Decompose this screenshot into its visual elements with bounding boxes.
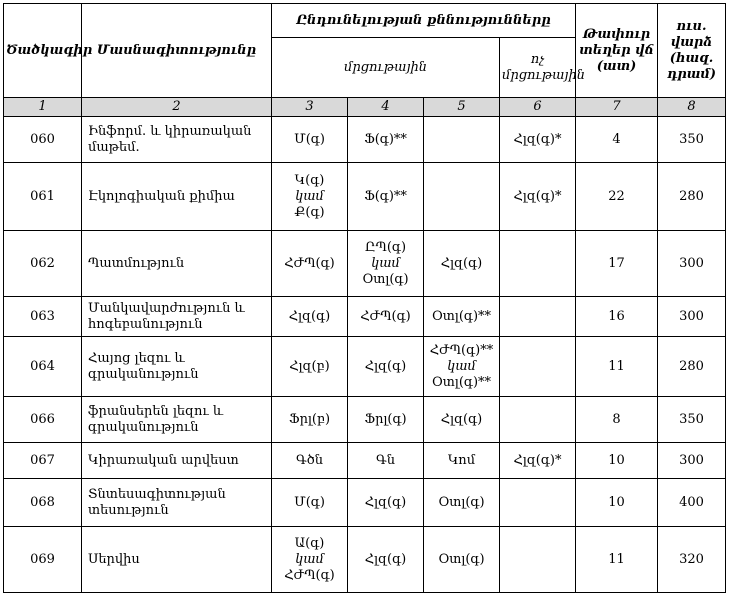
table-row (4, 163, 726, 231)
exam-item: Ք(գ) (294, 204, 325, 220)
table-row (4, 479, 726, 527)
column-number: 7 (576, 98, 658, 117)
exam-item: ՀԺՊ(գ) (284, 255, 335, 271)
specialty-name: Տնտեսագիտության տեսություն (82, 479, 272, 527)
table-row (4, 117, 726, 163)
header-non-competitive: ոչ մրցութային (500, 38, 576, 98)
specialty-code: 067 (4, 443, 82, 479)
exam-item: Օտլ(գ)** (431, 374, 492, 390)
vacant-places: 17 (576, 231, 658, 297)
exam-item: Կոմ (447, 452, 476, 468)
exam-col-6 (500, 479, 576, 527)
column-number: 8 (658, 98, 726, 117)
exam-col-4 (348, 397, 424, 443)
exam-item: ՀԺՊ(գ)** (429, 342, 494, 358)
exam-item: կամ (447, 358, 476, 374)
exam-item: ԸՊ(գ) (364, 239, 407, 255)
exam-col-3 (272, 231, 348, 297)
exam-item: Ֆ(գ)** (364, 131, 407, 147)
column-number: 4 (348, 98, 424, 117)
tuition-fee: 300 (658, 231, 726, 297)
exam-col-4 (348, 479, 424, 527)
table-row (4, 337, 726, 397)
exam-col-4 (348, 443, 424, 479)
exam-item: Օտլ(գ) (438, 551, 485, 567)
exam-col-3 (272, 479, 348, 527)
exam-item: Հլզ(գ) (440, 411, 483, 427)
specialty-code: 062 (4, 231, 82, 297)
exam-col-4 (348, 231, 424, 297)
header-exams: Ընդունելության քննությունները (272, 4, 576, 38)
tuition-fee: 300 (658, 443, 726, 479)
exam-item: Գծն (296, 452, 323, 468)
exam-item: Հլզ(գ)* (513, 131, 562, 147)
table-body (4, 117, 726, 593)
table-row (4, 443, 726, 479)
exam-col-4 (348, 163, 424, 231)
exam-col-6 (500, 527, 576, 593)
exam-col-6 (500, 297, 576, 337)
specialty-name: Հայոց լեզու և գրականություն (82, 337, 272, 397)
specialty-name: Կիրառական արվեստ (82, 443, 272, 479)
specialty-code: 061 (4, 163, 82, 231)
specialty-name: ֆրանսերեն լեզու և գրականություն (82, 397, 272, 443)
exam-col-4 (348, 337, 424, 397)
column-number: 1 (4, 98, 82, 117)
column-number: 5 (424, 98, 500, 117)
header-code: Ծածկագիր (4, 4, 82, 98)
table-row (4, 231, 726, 297)
exam-item: Ա(գ) (294, 535, 325, 551)
exam-col-3 (272, 163, 348, 231)
exam-item: Օտլ(գ)** (431, 308, 492, 324)
vacant-places: 11 (576, 527, 658, 593)
specialty-name: Էկոլոգիական քիմիա (82, 163, 272, 231)
exam-item: ՀԺՊ(գ) (360, 308, 411, 324)
exam-col-6 (500, 397, 576, 443)
exam-item: Գն (376, 452, 395, 468)
exam-item: Օտլ(գ) (438, 494, 485, 510)
specialty-name: Սերվիս (82, 527, 272, 593)
exam-col-3 (272, 117, 348, 163)
exam-item: Ֆ(գ)** (364, 188, 407, 204)
vacant-places: 8 (576, 397, 658, 443)
exam-col-5 (424, 479, 500, 527)
specialty-name: Ինֆորմ. և կիրառական մաթեմ. (82, 117, 272, 163)
exam-col-4 (348, 117, 424, 163)
specialty-code: 060 (4, 117, 82, 163)
exam-col-3 (272, 337, 348, 397)
exam-item: Ֆրլ(գ) (364, 411, 407, 427)
header-competitive: մրցութային (272, 38, 500, 98)
exam-col-4 (348, 297, 424, 337)
column-number: 6 (500, 98, 576, 117)
exam-col-5 (424, 117, 500, 163)
exam-col-3 (272, 443, 348, 479)
column-number-row (4, 98, 726, 117)
vacant-places: 22 (576, 163, 658, 231)
specialty-name: Մանկավարժություն և հոգեբանություն (82, 297, 272, 337)
exam-item: Հլզ(բ) (289, 358, 330, 374)
exam-item: Հլզ(գ) (364, 494, 407, 510)
tuition-fee: 400 (658, 479, 726, 527)
exam-col-6 (500, 117, 576, 163)
exam-col-6 (500, 163, 576, 231)
exam-item: Հլզ(գ)* (513, 452, 562, 468)
exam-col-5 (424, 231, 500, 297)
exam-item: Կ(գ) (294, 172, 325, 188)
exam-col-5 (424, 443, 500, 479)
exam-item: կամ (371, 255, 400, 271)
exam-col-5 (424, 397, 500, 443)
vacant-places: 4 (576, 117, 658, 163)
specialty-code: 063 (4, 297, 82, 337)
exam-item: Օտլ(գ) (362, 271, 409, 287)
exam-col-3 (272, 297, 348, 337)
exam-item: Մ(գ) (294, 494, 325, 510)
table-row (4, 397, 726, 443)
exam-col-6 (500, 231, 576, 297)
exam-col-4 (348, 527, 424, 593)
vacant-places: 16 (576, 297, 658, 337)
table-row (4, 297, 726, 337)
exam-col-6 (500, 443, 576, 479)
tuition-fee: 320 (658, 527, 726, 593)
exam-col-6 (500, 337, 576, 397)
tuition-fee: 280 (658, 337, 726, 397)
tuition-fee: 350 (658, 117, 726, 163)
exam-col-5 (424, 527, 500, 593)
exam-item: կամ (295, 188, 324, 204)
header-fee: ուս. վարձ (հազ. դրամ) (658, 4, 726, 98)
exam-item: Հլզ(գ) (288, 308, 331, 324)
vacant-places: 10 (576, 479, 658, 527)
tuition-fee: 350 (658, 397, 726, 443)
exam-item: ՀԺՊ(գ) (284, 567, 335, 583)
specialty-code: 069 (4, 527, 82, 593)
exam-col-5 (424, 337, 500, 397)
exam-item: Մ(գ) (294, 131, 325, 147)
exam-col-5 (424, 163, 500, 231)
exam-item: Հլզ(գ) (440, 255, 483, 271)
exam-col-5 (424, 297, 500, 337)
exam-item: Հլզ(գ) (364, 358, 407, 374)
exam-item: Հլզ(գ) (364, 551, 407, 567)
specialty-code: 064 (4, 337, 82, 397)
specialty-name: Պատմություն (82, 231, 272, 297)
exam-item: Ֆրլ(բ) (288, 411, 331, 427)
column-number: 2 (82, 98, 272, 117)
exam-col-3 (272, 397, 348, 443)
exam-item: կամ (295, 551, 324, 567)
exam-item: Հլզ(գ)* (513, 188, 562, 204)
specialty-code: 068 (4, 479, 82, 527)
column-number: 3 (272, 98, 348, 117)
vacant-places: 11 (576, 337, 658, 397)
table-row (4, 527, 726, 593)
exam-col-3 (272, 527, 348, 593)
admission-table (3, 3, 726, 593)
tuition-fee: 300 (658, 297, 726, 337)
header-places: Թափուր տեղեր վճ (ատ) (576, 4, 658, 98)
specialty-code: 066 (4, 397, 82, 443)
tuition-fee: 280 (658, 163, 726, 231)
header-specialty: Մասնագիտությունը (82, 4, 272, 98)
vacant-places: 10 (576, 443, 658, 479)
